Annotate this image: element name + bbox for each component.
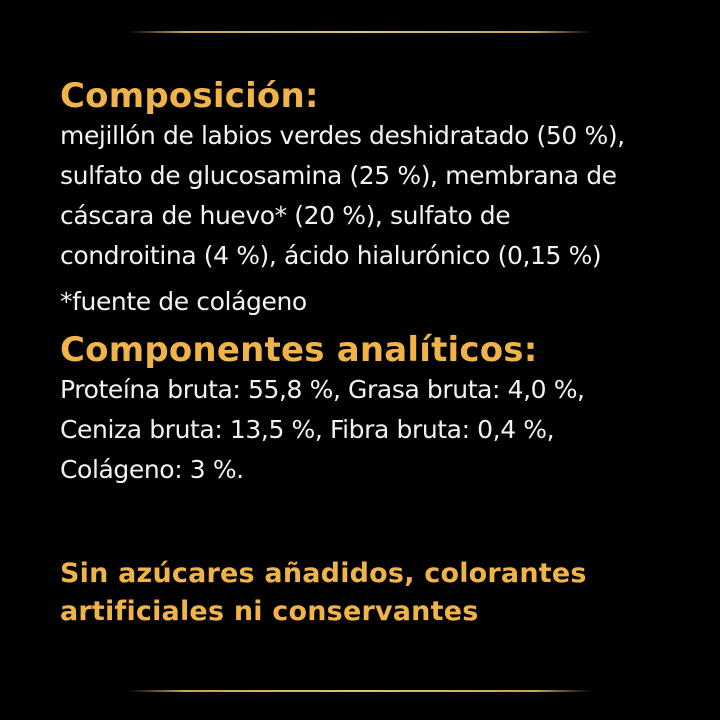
claim-line: Sin azúcares añadidos, colorantes: [60, 558, 587, 589]
analytical-text: [60, 370, 700, 490]
top-gold-divider: [128, 31, 592, 33]
composition-line: condroitina (4 %), ácido hialurónico (0,15 %): [60, 241, 602, 270]
collagen-footnote: *fuente de colágeno: [60, 287, 307, 316]
analytical-line: Ceniza bruta: 13,5 %, Fibra bruta: 0,4 %,: [60, 415, 555, 444]
analytical-line: Proteína bruta: 55,8 %, Grasa bruta: 4,0 %,: [60, 375, 585, 404]
no-additives-claim: [60, 555, 680, 631]
label-content: [60, 76, 700, 490]
composition-line: cáscara de huevo* (20 %), sulfato de: [60, 201, 511, 230]
bottom-gold-divider: [128, 690, 592, 692]
composition-line: sulfato de glucosamina (25 %), membrana de: [60, 161, 617, 190]
analytical-heading: Componentes analíticos:: [60, 330, 538, 370]
claim-line: artificiales ni conservantes: [60, 596, 479, 627]
composition-heading: Composición:: [60, 76, 319, 116]
composition-line: mejillón de labios verdes deshidratado (50 %),: [60, 121, 625, 150]
analytical-line: Colágeno: 3 %.: [60, 455, 244, 484]
composition-text: [60, 116, 700, 276]
